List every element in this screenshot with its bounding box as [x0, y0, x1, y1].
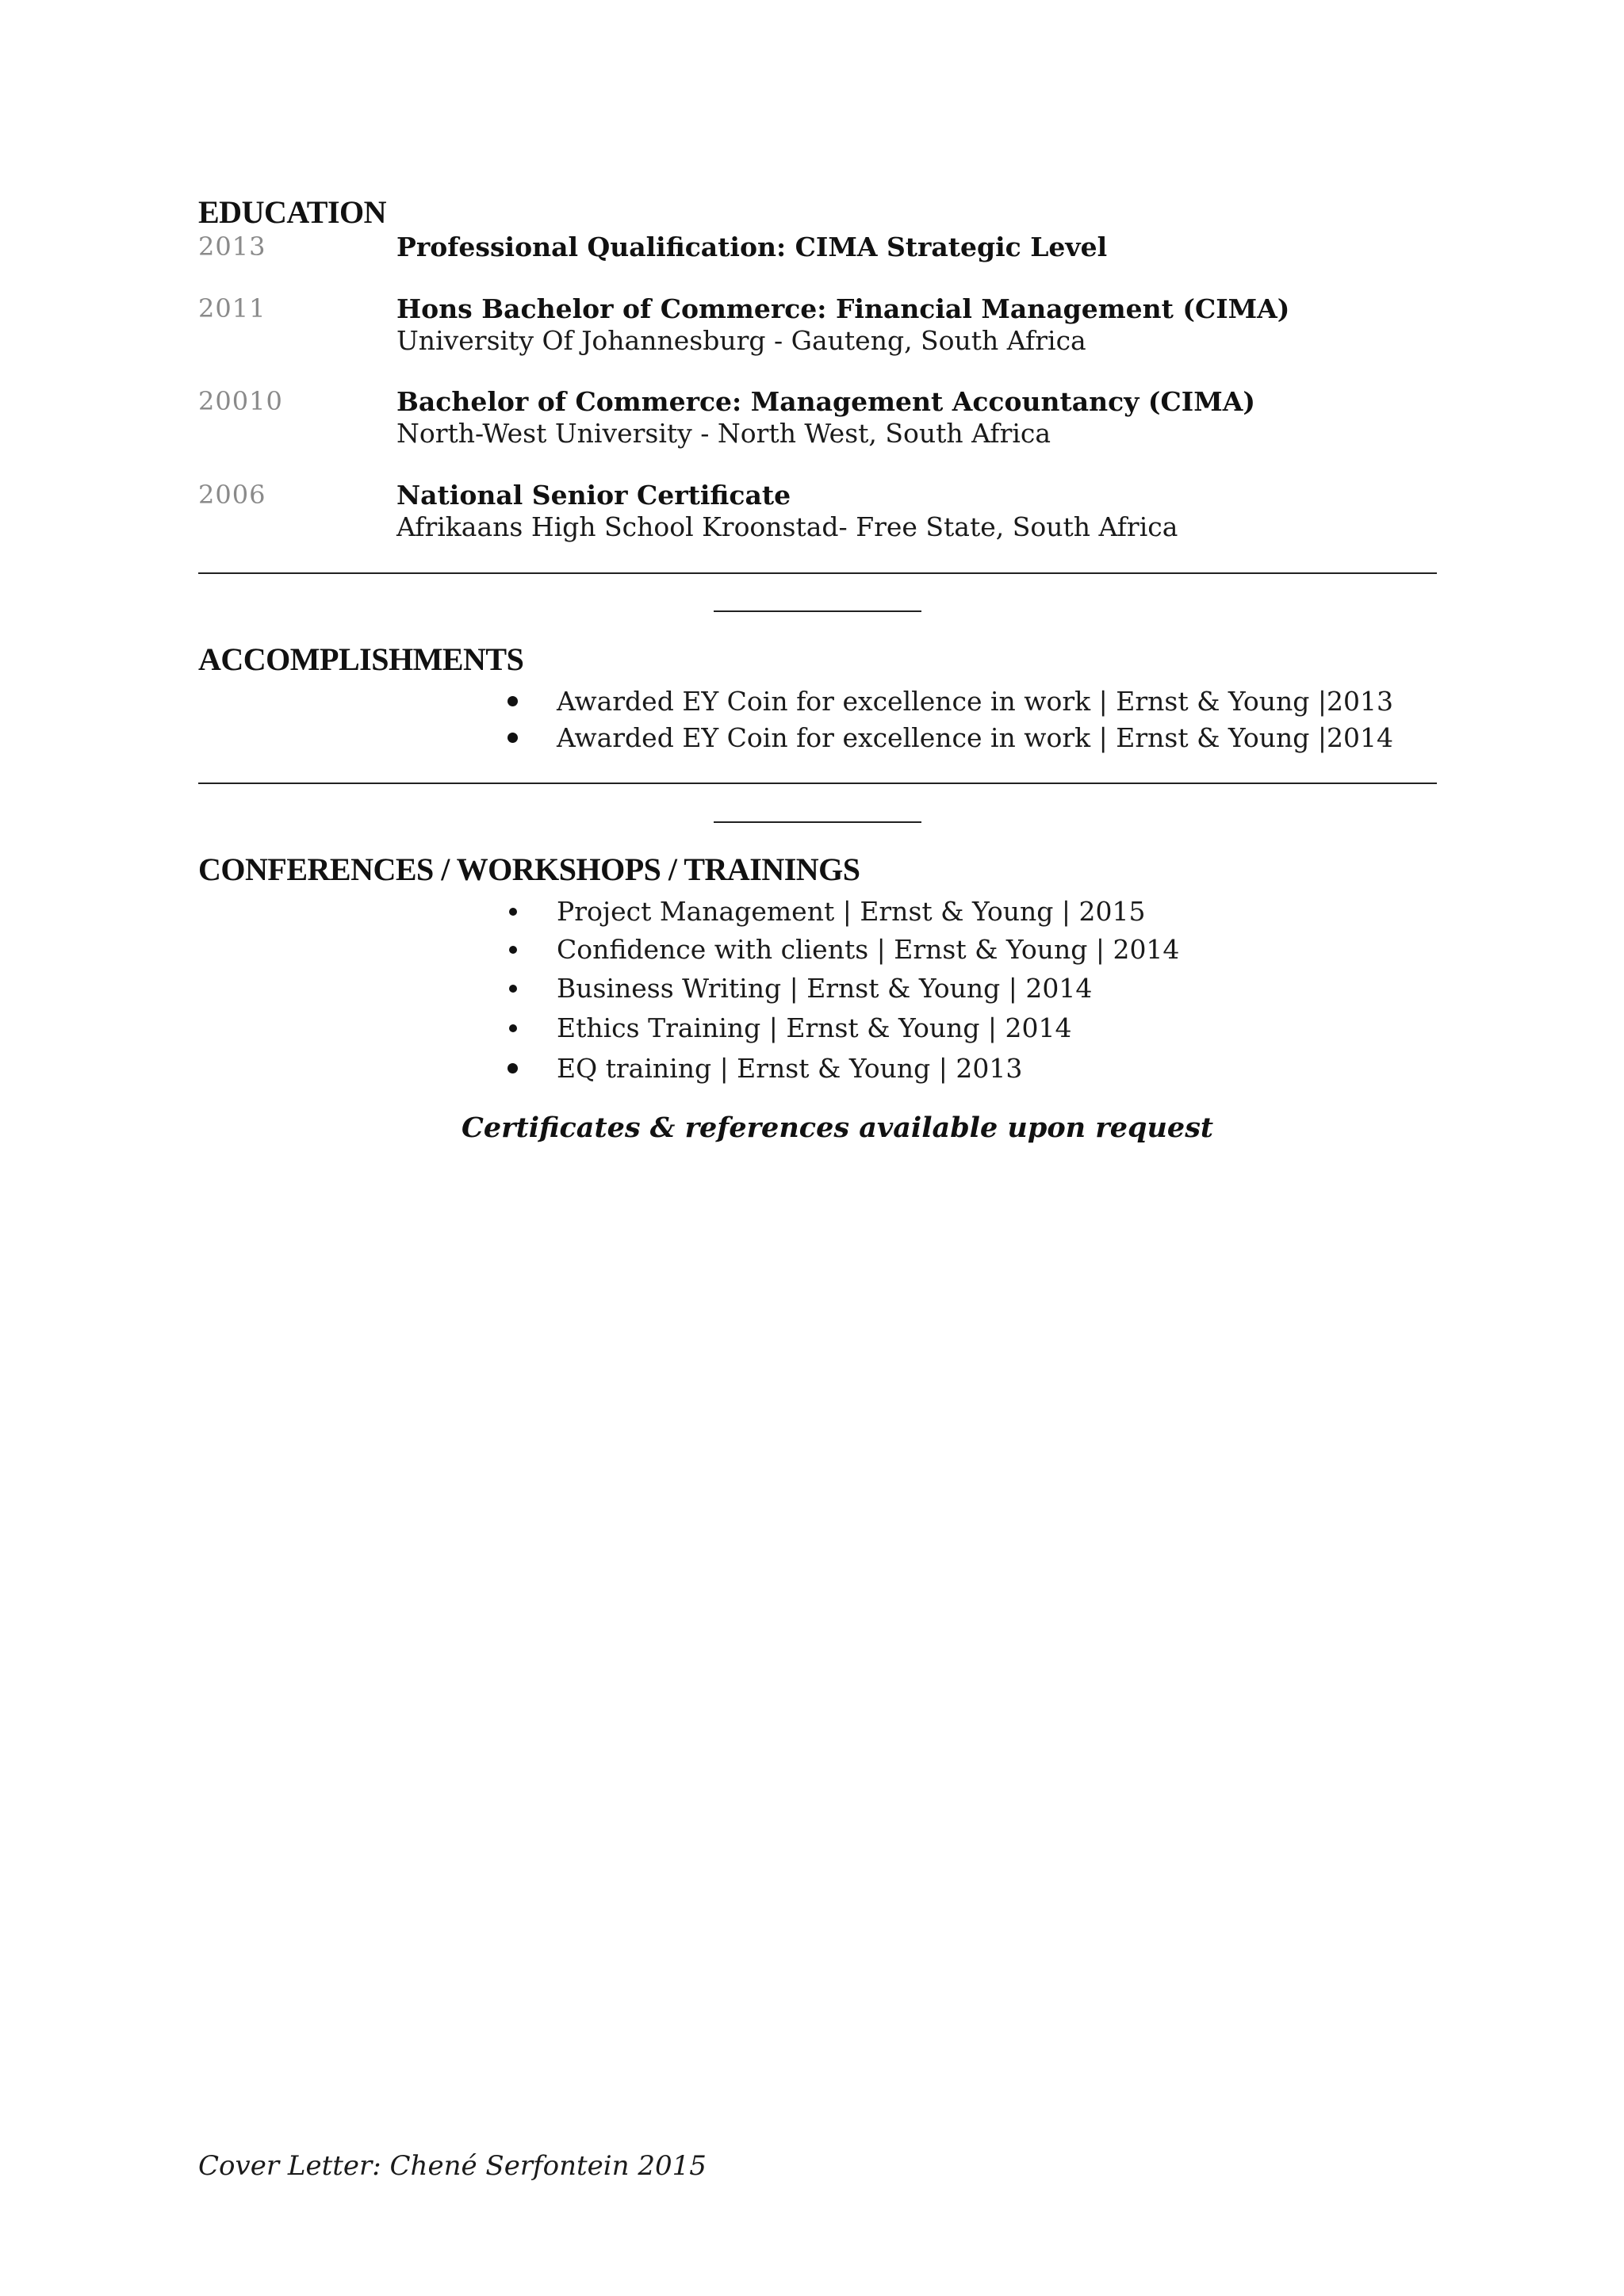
education-institution: University Of Johannesburg - Gauteng, South Africa: [396, 325, 1086, 356]
list-item: [508, 1048, 1179, 1089]
education-year: 2006: [198, 480, 266, 510]
list-item-text: Awarded EY Coin for excellence in work | Ernst & Young |2014: [557, 722, 1393, 753]
section-divider: [198, 572, 1437, 574]
list-item: [508, 720, 1393, 756]
education-title: National Senior Certificate: [396, 480, 791, 511]
education-heading: EDUCATION: [198, 194, 387, 230]
education-title: Hons Bachelor of Commerce: Financial Management (CIMA): [396, 293, 1290, 324]
education-institution: Afrikaans High School Kroonstad- Free State, South Africa: [396, 511, 1178, 542]
list-item-text: Ethics Training | Ernst & Young | 2014: [557, 1012, 1072, 1043]
list-item-text: Confidence with clients | Ernst & Young | 2014: [557, 934, 1180, 965]
section-divider: [198, 783, 1437, 784]
section-divider-tail: [714, 821, 921, 823]
accomplishments-heading: ACCOMPLISHMENTS: [198, 641, 524, 677]
list-item: [508, 969, 1179, 1008]
bullet-icon: [508, 1063, 518, 1073]
education-title: Professional Qualification: CIMA Strategic Level: [396, 232, 1108, 262]
list-item-text: Awarded EY Coin for excellence in work | Ernst & Young |2013: [557, 686, 1393, 717]
education-title: Bachelor of Commerce: Management Accountancy (CIMA): [396, 386, 1255, 417]
bullet-icon: [509, 985, 517, 993]
education-year: 20010: [198, 386, 283, 416]
bullet-icon: [509, 908, 517, 916]
references-note: Certificates & references available upon request: [462, 1112, 1214, 1144]
bullet-icon: [508, 696, 518, 706]
list-item: [508, 1008, 1179, 1048]
bullet-icon: [509, 946, 517, 954]
section-divider-tail: [714, 610, 921, 612]
education-year: 2013: [198, 232, 266, 262]
trainings-heading: CONFERENCES / WORKSHOPS / TRAININGS: [198, 851, 860, 887]
education-year: 2011: [198, 293, 266, 323]
list-item: [508, 931, 1179, 969]
bullet-icon: [509, 1024, 517, 1032]
list-item-text: Project Management | Ernst & Young | 2015: [557, 896, 1146, 927]
education-institution: North-West University - North West, South Africa: [396, 418, 1051, 449]
list-item-text: Business Writing | Ernst & Young | 2014: [557, 973, 1093, 1004]
list-item-text: EQ training | Ernst & Young | 2013: [557, 1053, 1023, 1084]
page-footer: Cover Letter: Chené Serfontein 2015: [198, 2150, 707, 2182]
accomplishments-list: [508, 683, 1393, 756]
list-item: [508, 893, 1179, 931]
bullet-icon: [508, 733, 518, 743]
list-item: [508, 683, 1393, 720]
trainings-list: [508, 893, 1179, 1089]
